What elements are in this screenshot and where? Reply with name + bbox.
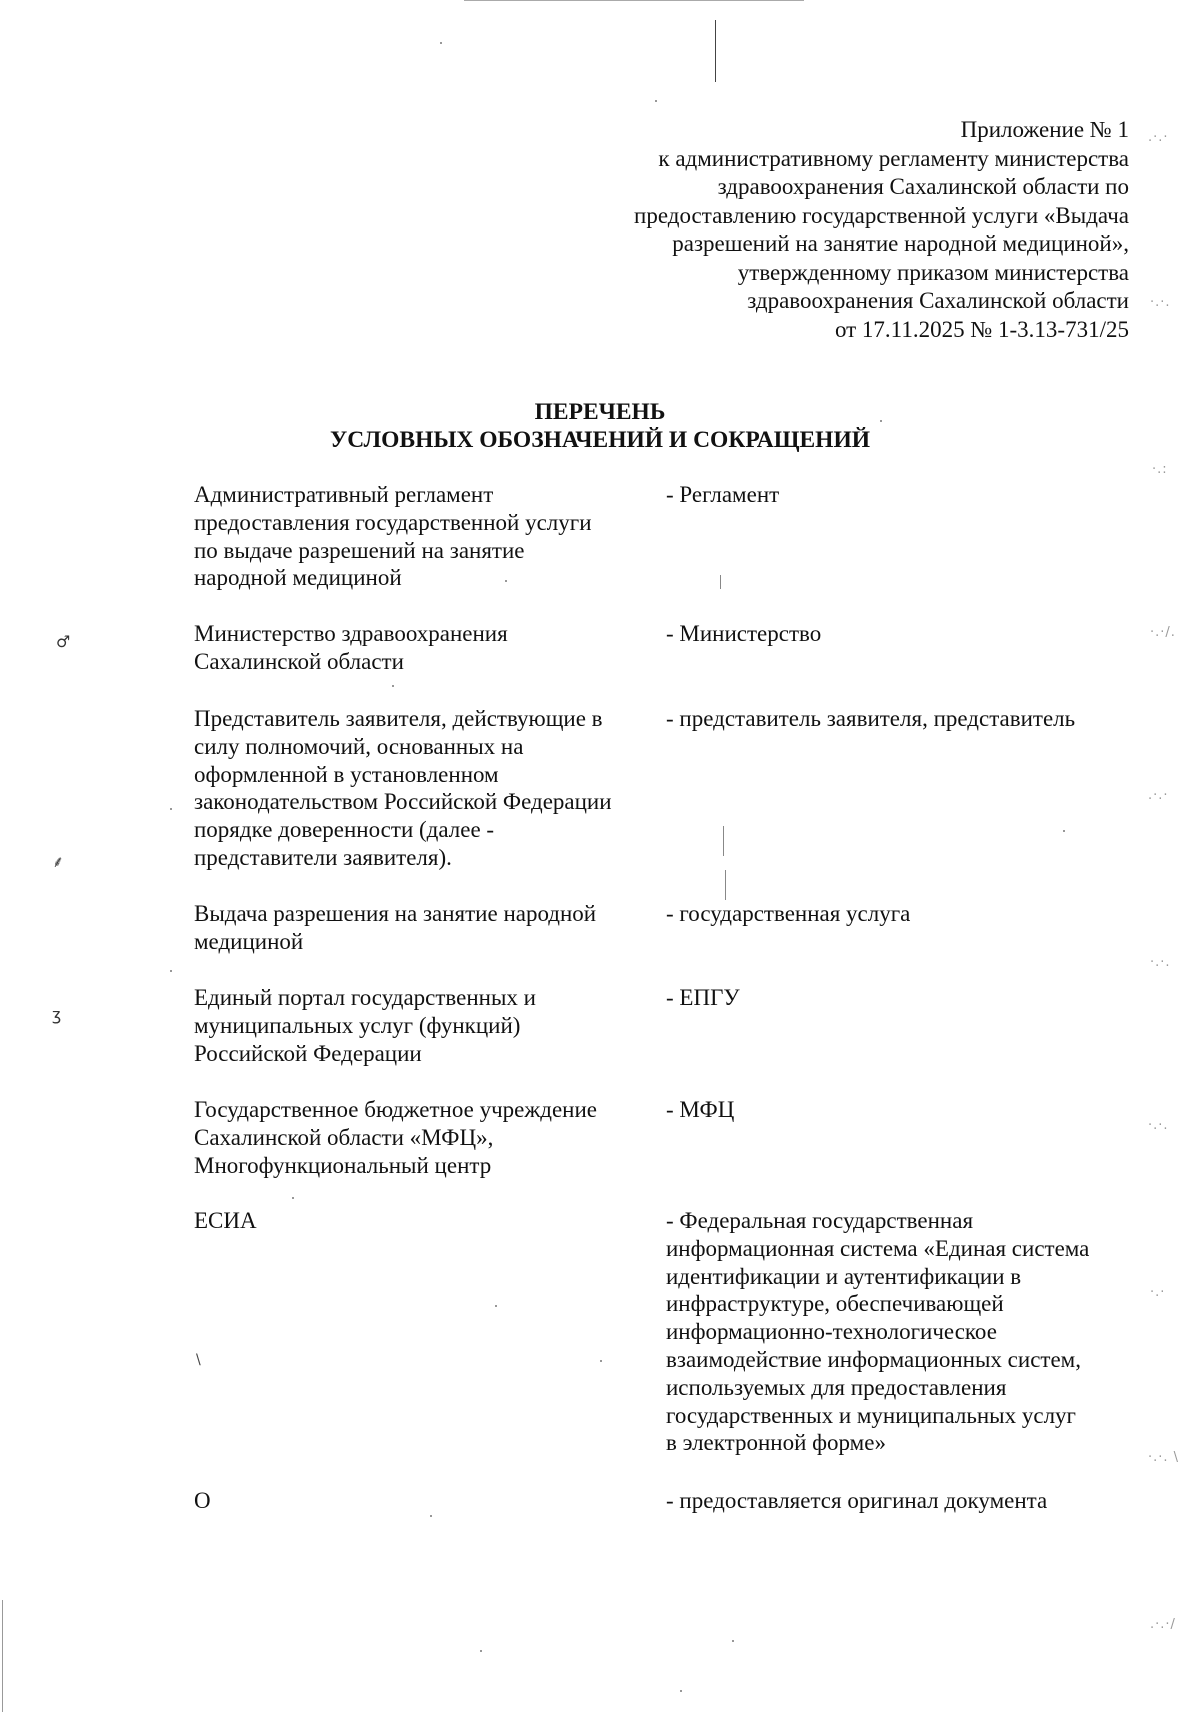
scan-smudge: .·.· [1148, 130, 1169, 145]
scan-speck [495, 1305, 497, 1307]
appendix-header [489, 116, 1129, 344]
scan-mark-vertical-4 [720, 575, 721, 589]
scan-smudge: ·.· [1150, 1285, 1166, 1300]
scan-line-top [464, 0, 804, 1]
entry-term: Представитель заявителя, действующие в силу полномочий, основанных на оформленной в установленном законодательством Российской Федерации порядке доверенности (далее - представители заявителя). [194, 706, 612, 870]
entry-term: Единый портал государственных и муниципальных услуг (функций) Российской Федерации [194, 985, 536, 1066]
entry-definition: - ЕПГУ [666, 985, 740, 1010]
scan-mark-vertical-3 [725, 870, 726, 900]
scan-mark-vertical-2 [723, 826, 724, 856]
scan-smudge: ·.·. \ [1148, 1450, 1180, 1465]
appendix-line: предоставлению государственной услуги «Выдача [634, 202, 1129, 228]
appendix-line: Приложение № 1 [960, 117, 1129, 142]
scan-speck [170, 808, 172, 810]
entry-definition: - Федеральная государственная информационная система «Единая система идентификации и аутентификации в инфраструктуре, обеспечивающей информационно-технологическое взаимодействие информационных систем, используемых для предоставления государственных и муниципальных услуг в электронной форме» [666, 1208, 1090, 1456]
scan-smudge: ·.·. [1150, 955, 1171, 970]
scan-speck [170, 970, 172, 972]
title-line-2: УСЛОВНЫХ ОБОЗНАЧЕНИЙ И СОКРАЩЕНИЙ [329, 427, 871, 453]
scan-mark-vertical [715, 20, 716, 82]
appendix-line: утвержденному приказом министерства [737, 259, 1129, 285]
scan-smudge: ·.: [1152, 462, 1168, 477]
scan-speck [430, 1515, 432, 1517]
scan-speck [292, 1197, 294, 1199]
scan-smudge: \ [196, 1352, 202, 1368]
entry-term: Административный регламент предоставления государственной услуги по выдаче разрешений на занятие народной медициной [194, 482, 592, 591]
appendix-line: разрешений на занятие народной медициной», [672, 231, 1129, 256]
scan-speck [655, 100, 657, 102]
scan-smudge: ·.·. [1148, 1118, 1169, 1133]
document-title [0, 398, 1200, 454]
scan-smudge: .·.· [1148, 788, 1169, 803]
scan-speck [392, 685, 394, 687]
title-line-1: ПЕРЕЧЕНЬ [534, 399, 666, 425]
scan-mark-left-edge [2, 1600, 3, 1712]
scan-smudge: ♂ [56, 632, 72, 651]
entry-definition: - МФЦ [666, 1097, 735, 1122]
scan-speck [480, 1650, 482, 1652]
entry-term: ЕСИА [194, 1208, 257, 1233]
appendix-line-date-number: от 17.11.2025 № 1-3.13-731/25 [834, 316, 1129, 342]
entry-definition: - Министерство [666, 621, 822, 646]
scan-speck [680, 1690, 682, 1692]
scan-speck [440, 42, 442, 44]
entry-term: Министерство здравоохранения Сахалинской области [194, 621, 508, 674]
entry-definition: - государственная услуга [666, 901, 911, 926]
entry-definition: - Регламент [666, 482, 780, 507]
scan-speck [600, 1360, 602, 1362]
scan-speck [1063, 830, 1065, 832]
scan-speck [732, 1640, 734, 1642]
scan-smudge: .·.·/ [1150, 1617, 1176, 1632]
scan-smudge: ʒ [52, 1005, 63, 1024]
entry-term: Выдача разрешения на занятие народной медициной [194, 901, 597, 954]
entry-term: Государственное бюджетное учреждение Сахалинской области «МФЦ», Многофункциональный центр [194, 1097, 597, 1178]
appendix-line: к административному регламенту министерства [658, 145, 1129, 171]
entry-definition: - предоставляется оригинал документа [666, 1488, 1048, 1513]
scan-smudge: ⸙ [52, 852, 66, 871]
scan-smudge: ·.·. [1150, 295, 1171, 310]
appendix-line: здравоохранения Сахалинской области по [717, 174, 1129, 199]
appendix-line: здравоохранения Сахалинской области [747, 288, 1129, 313]
entry-term: О [194, 1488, 211, 1513]
scan-smudge: ·.·/. [1150, 625, 1176, 640]
entry-definition: - представитель заявителя, представитель [666, 706, 1076, 731]
